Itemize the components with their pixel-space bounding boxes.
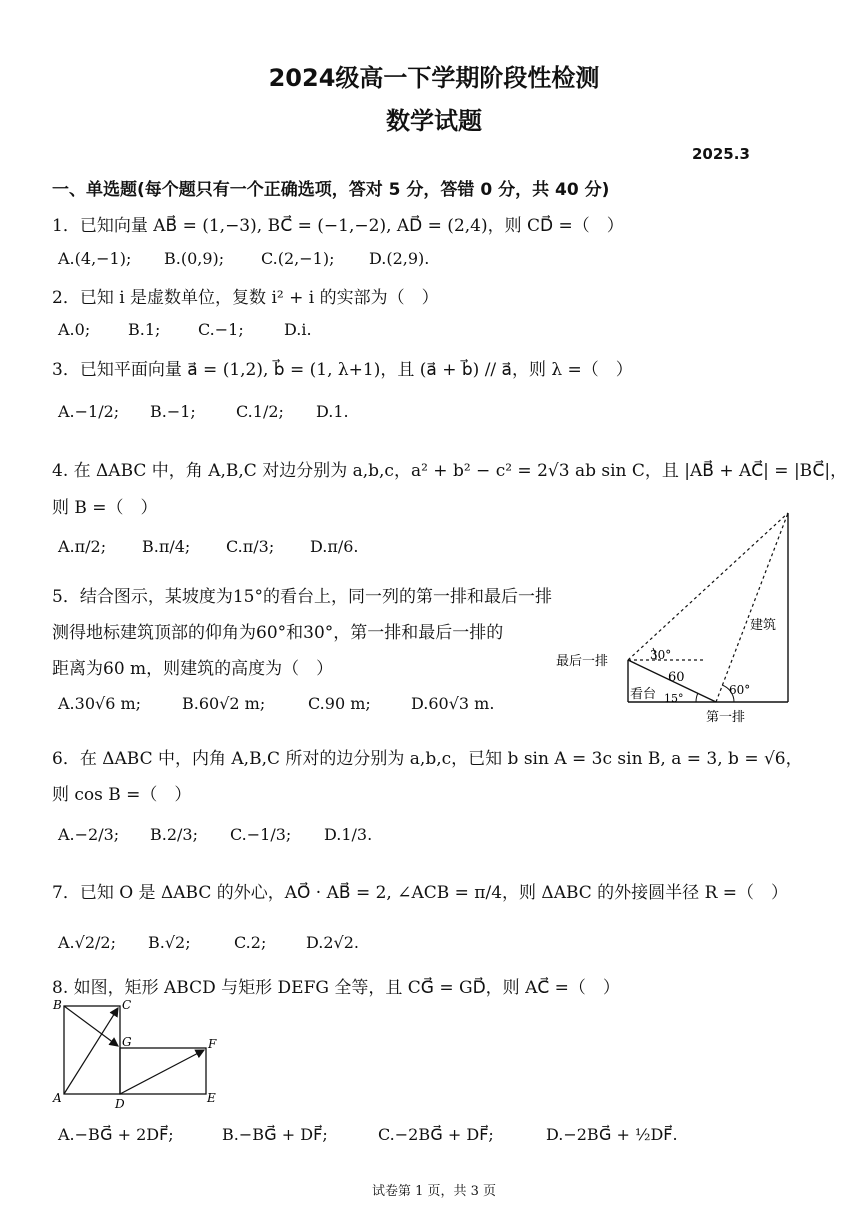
- option-c: C.π/3;: [226, 537, 275, 556]
- question-1-stem: 1．已知向量 AB⃗ = (1,−3), BC⃗ = (−1,−2), AD⃗ = (2,4)，则 CD⃗ =（ ）: [52, 216, 624, 236]
- exam-subtitle: 数学试题: [386, 107, 482, 135]
- label-angle-60: 60°: [729, 683, 751, 697]
- question-5-options: [58, 694, 494, 713]
- page-footer: 试卷第 1 页，共 3 页: [371, 1184, 497, 1199]
- question-7-options: [58, 933, 359, 952]
- option-b: B.√2;: [148, 933, 191, 952]
- option-b: B.1;: [128, 320, 161, 339]
- label-angle-15: 15°: [664, 692, 684, 705]
- label-d: D: [115, 1097, 125, 1108]
- question-1-options: [58, 249, 429, 268]
- question-4-stem-line1: 4. 在 ΔABC 中，角 A,B,C 对边分别为 a,b,c，a² + b² − c² = 2√3 ab sin C，且 |AB⃗ + AC⃗| = |BC⃗|，: [52, 461, 848, 481]
- label-angle-30: 30°: [650, 648, 672, 662]
- option-d: D.1/3.: [324, 825, 373, 844]
- label-last-row: 最后一排: [556, 654, 609, 669]
- option-c: C.−1/3;: [230, 825, 292, 844]
- question-7-stem: 7．已知 O 是 ΔABC 的外心，AO⃗ · AB⃗ = 2, ∠ACB = π/4，则 ΔABC 的外接圆半径 R =（ ）: [52, 883, 789, 903]
- question-4-options: [58, 537, 359, 556]
- option-d: D.i.: [284, 320, 312, 339]
- exam-title: 2024级高一下学期阶段性检测: [268, 64, 600, 92]
- question-2-options: [58, 320, 312, 339]
- option-c: C.1/2;: [236, 402, 284, 421]
- option-b: B.(0,9);: [164, 249, 225, 268]
- label-first-row: 第一排: [706, 710, 746, 725]
- option-a: A.−1/2;: [58, 402, 120, 421]
- option-d: D.2√2.: [306, 933, 359, 952]
- option-b: B.60√2 m;: [182, 694, 266, 713]
- question-3-stem: 3．已知平面向量 a⃗ = (1,2), b⃗ = (1, λ+1)，且 (a⃗ + b⃗) // a⃗，则 λ =（ ）: [52, 360, 633, 380]
- question-8-stem: 8. 如图，矩形 ABCD 与矩形 DEFG 全等，且 CG⃗ = GD⃗，则 AC⃗ =（ ）: [52, 978, 620, 998]
- option-a: A.π/2;: [58, 537, 107, 556]
- label-distance: 60: [668, 670, 685, 685]
- question-2-stem: 2．已知 i 是虚数单位，复数 i² + i 的实部为（ ）: [52, 288, 439, 308]
- option-a: A.0;: [58, 320, 91, 339]
- label-c: C: [122, 998, 132, 1012]
- option-a: A.30√6 m;: [58, 694, 142, 713]
- label-f: F: [208, 1037, 217, 1051]
- option-b: B.−BG⃗ + DF⃗;: [222, 1125, 328, 1144]
- label-g: G: [122, 1035, 132, 1049]
- question-3-options: [58, 402, 349, 421]
- option-d: D.−2BG⃗ + ½DF⃗.: [546, 1125, 678, 1144]
- label-a: A: [53, 1091, 62, 1105]
- option-c: C.−2BG⃗ + DF⃗;: [378, 1125, 494, 1144]
- option-a: A.(4,−1);: [58, 249, 132, 268]
- question-5-stem-line2: 测得地标建筑顶部的仰角为60°和30°，第一排和最后一排的: [52, 623, 504, 643]
- question-6-stem-line1: 6．在 ΔABC 中，内角 A,B,C 所对的边分别为 a,b,c，已知 b sin A = 3c sin B, a = 3, b = √6，: [52, 749, 803, 769]
- question-8-options: [58, 1125, 678, 1144]
- option-c: C.−1;: [198, 320, 244, 339]
- option-c: C.(2,−1);: [261, 249, 335, 268]
- option-a: A.−BG⃗ + 2DF⃗;: [58, 1125, 174, 1144]
- figure-8-diagram: [50, 996, 222, 1108]
- option-d: D.π/6.: [310, 537, 359, 556]
- option-c: C.90 m;: [308, 694, 371, 713]
- exam-date: 2025.3: [692, 145, 750, 163]
- question-6-options: [58, 825, 372, 844]
- label-building: 建筑: [750, 618, 777, 633]
- question-6-stem-line2: 则 cos B =（ ）: [52, 785, 192, 805]
- option-c: C.2;: [234, 933, 267, 952]
- option-a: A.−2/3;: [58, 825, 120, 844]
- option-a: A.√2/2;: [58, 933, 116, 952]
- question-5-stem-line3: 距离为60 m，则建筑的高度为（ ）: [52, 659, 334, 679]
- label-b: B: [53, 998, 62, 1012]
- question-5-stem-line1: 5．结合图示，某坡度为15°的看台上，同一列的第一排和最后一排: [52, 587, 552, 607]
- option-b: B.−1;: [150, 402, 196, 421]
- option-d: D.(2,9).: [369, 249, 430, 268]
- figure-5-diagram: [556, 505, 818, 730]
- option-b: B.π/4;: [142, 537, 191, 556]
- label-e: E: [207, 1091, 216, 1105]
- question-4-stem-line2: 则 B =（ ）: [52, 498, 158, 518]
- option-b: B.2/3;: [150, 825, 198, 844]
- section-heading: 一、单选题(每个题只有一个正确选项，答对 5 分，答错 0 分，共 40 分): [52, 180, 610, 200]
- option-d: D.1.: [316, 402, 349, 421]
- option-d: D.60√3 m.: [411, 694, 495, 713]
- label-stand: 看台: [630, 687, 657, 702]
